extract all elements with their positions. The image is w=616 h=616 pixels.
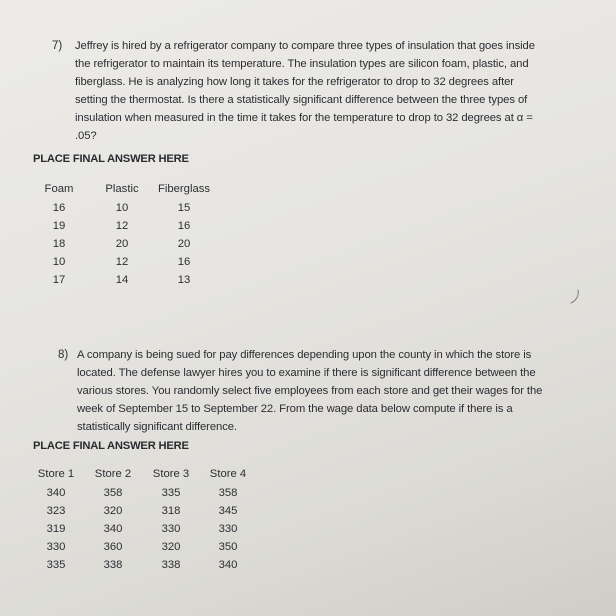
q7-line: the refrigerator to maintain its temperature. The insulation types are silicon foam, plastic, and: [75, 58, 529, 71]
q8-line: statistically significant difference.: [77, 421, 237, 434]
q7-cell: 20: [115, 238, 129, 250]
q8-cell: 358: [218, 487, 238, 499]
q7-header-foam: Foam: [44, 183, 74, 195]
q7-cell: 17: [52, 274, 66, 286]
q7-line: setting the thermostat. Is there a statistically significant difference between the three types of: [75, 94, 528, 107]
q7-line: insulation when measured in the time it takes for the temperature to drop to 32 degrees at α =: [75, 112, 533, 125]
q8-cell: 338: [161, 559, 181, 571]
q7-answer-label: PLACE FINAL ANSWER HERE: [33, 153, 189, 165]
q7-cell: 10: [115, 202, 129, 214]
q8-cell: 320: [161, 541, 181, 553]
q7-cell: 10: [52, 256, 66, 268]
q7-cell: 12: [115, 220, 129, 232]
q7-text: [75, 37, 535, 146]
q8-cell: 358: [103, 487, 123, 499]
q8-cell: 330: [161, 523, 181, 535]
q8-line: located. The defense lawyer hires you to examine if there is significant difference between the: [77, 367, 536, 380]
q8-line: various stores. You randomly select five employees from each store and get their wages for the: [77, 385, 543, 398]
q8-cell: 360: [103, 541, 123, 553]
q8-cell: 330: [218, 523, 238, 535]
q8-number: 8): [58, 349, 69, 361]
q8-cell: 330: [46, 541, 66, 553]
q7-cell: 16: [177, 256, 191, 268]
q8-header-store2: Store 2: [94, 468, 132, 480]
q8-header-store1: Store 1: [37, 468, 75, 480]
q8-cell: 345: [218, 505, 238, 517]
q7-number: 7): [52, 40, 63, 52]
q8-text: [77, 346, 542, 436]
q8-cell: 319: [46, 523, 66, 535]
q7-cell: 19: [52, 220, 66, 232]
q7-header-plastic: Plastic: [105, 183, 139, 195]
q7-cell: 16: [52, 202, 66, 214]
q7-line: Jeffrey is hired by a refrigerator company to compare three types of insulation that goes inside: [75, 40, 535, 52]
q8-cell: 320: [103, 505, 123, 517]
q7-cell: 14: [115, 274, 129, 286]
q8-cell: 340: [46, 487, 66, 499]
q7-cell: 20: [177, 238, 191, 250]
q8-cell: 350: [218, 541, 238, 553]
q8-cell: 335: [46, 559, 66, 571]
q7-cell: 16: [177, 220, 191, 232]
q7-line: fiberglass. He is analyzing how long it takes for the refrigerator to drop to 32 degrees after: [75, 76, 514, 89]
q7-cell: 15: [177, 202, 191, 214]
q7-cell: 13: [177, 274, 191, 286]
q7-cell: 12: [115, 256, 129, 268]
q8-cell: 340: [218, 559, 238, 571]
q8-cell: 338: [103, 559, 123, 571]
q8-cell: 340: [103, 523, 123, 535]
q8-line: week of September 15 to September 22. From the wage data below compute if there is a: [77, 403, 513, 416]
q7-line: .05?: [75, 130, 97, 143]
q8-cell: 335: [161, 487, 181, 499]
q8-answer-label: PLACE FINAL ANSWER HERE: [33, 440, 189, 452]
q8-header-store4: Store 4: [209, 468, 247, 480]
q8-header-store3: Store 3: [152, 468, 190, 480]
q8-cell: 318: [161, 505, 181, 517]
q8-cell: 323: [46, 505, 66, 517]
q7-cell: 18: [52, 238, 66, 250]
pen-mark: [568, 288, 582, 306]
q8-line: A company is being sued for pay differences depending upon the county in which the store is: [77, 349, 532, 361]
q7-header-fiberglass: Fiberglass: [157, 183, 211, 195]
